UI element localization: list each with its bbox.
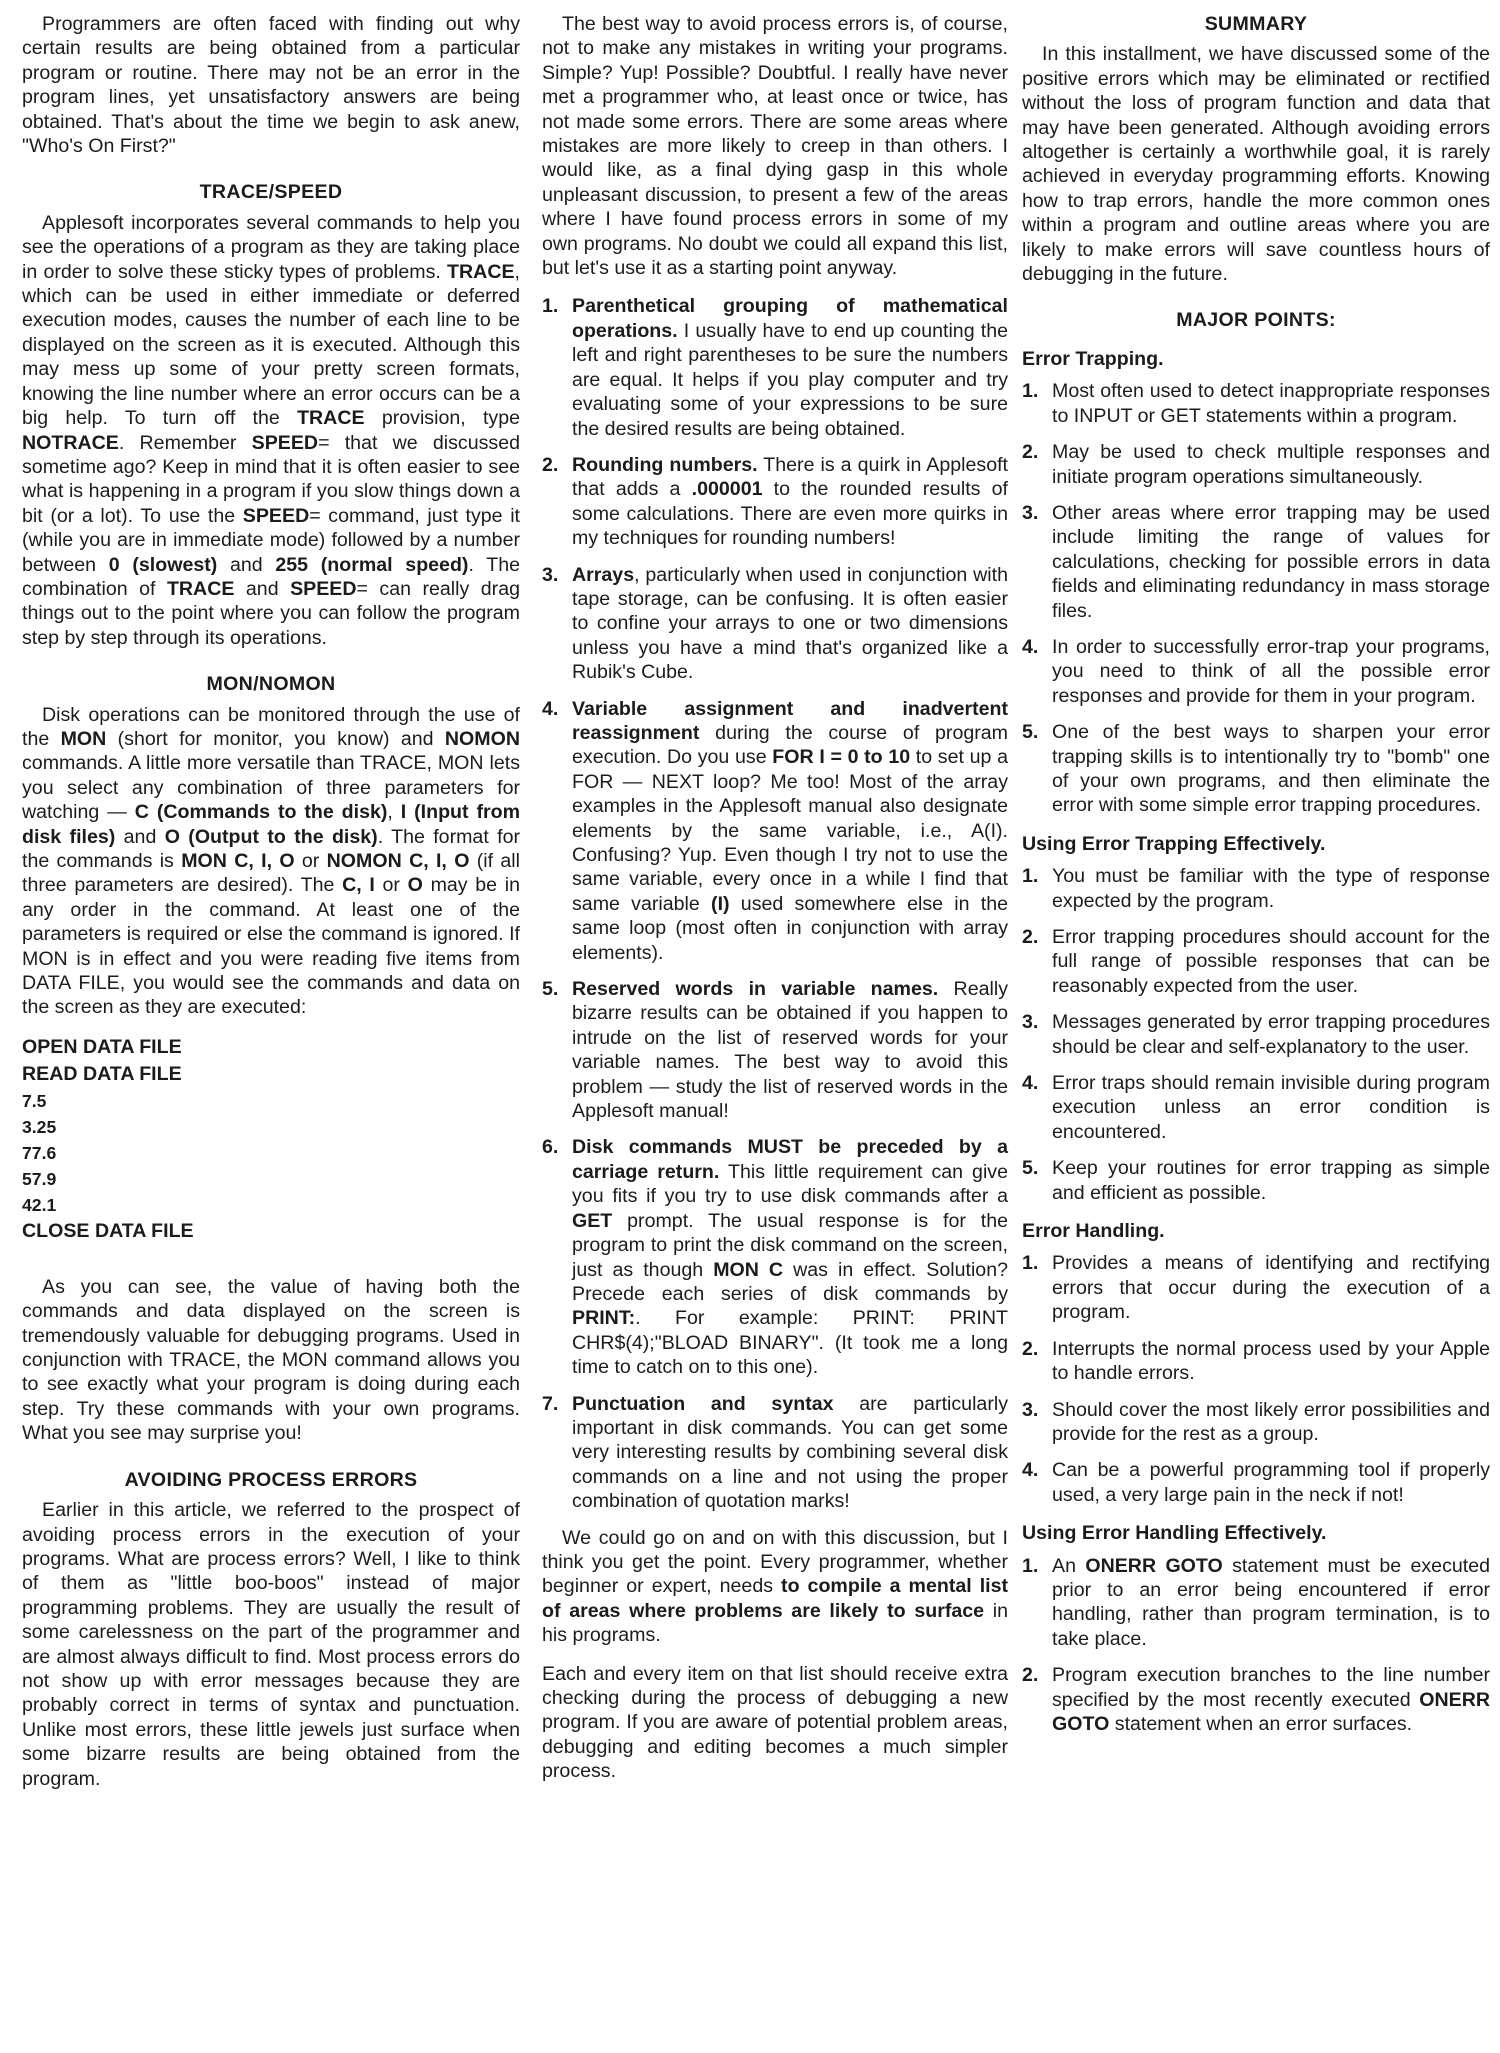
list-item: 2. Rounding numbers. There is a quirk in Applesoft that adds a .000001 to the rounded results of some calculations. There are even more quirks in my techniques for rounding numbers!	[542, 453, 1008, 550]
code-line: 7.5	[22, 1090, 47, 1111]
trace-speed-paragraph: Applesoft incorporates several commands to help you see the operations of a program as they are taking place in order to solve these sticky types of problems. TRACE, which can be used in either immediate or deferred execution modes, causes the number of each line to be displayed on the screen as it is executed. Although this may mess up some of your pretty screen formats, knowing the line number where an error occurs can be a big help. To turn off the TRACE provision, type NOTRACE. Remember SPEED= that we discussed sometime ago? Keep in mind that it is often easier to see what is happening in a program if you slow things down a bit (or a lot). To use the SPEED= command, just type it (while you are in immediate mode) followed by a number between 0 (slowest) and 255 (normal speed). The combination of TRACE and SPEED= can really drag things out to the point where you can follow the program step by step through its operations.	[22, 211, 521, 649]
each-item-paragraph: Each and every item on that list should receive extra checking during the process of debugging a new program. If you are aware of potential problem areas, debugging and editing becomes a much simpler process.	[542, 1662, 1008, 1783]
error-handling-list	[1022, 1251, 1490, 1507]
list-item: 2. Error trapping procedures should account for the full range of possible responses that can be reasonably expected from the user.	[1022, 926, 1490, 997]
list-item: 4. Variable assignment and inadvertent reassignment during the course of program execution. Do you use FOR I = 0 to 10 to set up a FOR — NEXT loop? Me too! Most of the array examples in the Applesoft manual also designate elements by the same variable, i.e., A(I). Confusing? Yup. Even though I try not to use the same variable, every once in a while I find that same variable (I) used somewhere else in the same loop (most often in conjunction with array elements).	[542, 697, 1009, 964]
code-line: 77.6	[22, 1142, 57, 1163]
list-item: 5. Keep your routines for error trapping as simple and efficient as possible.	[1022, 1157, 1490, 1204]
code-line: 57.9	[22, 1168, 57, 1189]
list-item: 7. Punctuation and syntax are particularly important in disk commands. You can get some very interesting results by combining several disk commands on a line and not using the proper combination of quotation marks!	[542, 1392, 1008, 1513]
code-line: OPEN DATA FILE	[22, 1035, 182, 1058]
mon-nomon-heading: MON/NOMON	[206, 673, 336, 696]
summary-paragraph: In this installment, we have discussed some of the positive errors which may be eliminated or rectified without the loss of program function and data that may have been generated. Although avoiding errors altogether is certainly a worthwhile goal, it is rarely achieved in everyday programming efforts. Knowing how to trap errors, handle the more common ones within a program and outline areas where you are likely to make errors will save countless hours of debugging in the future.	[1022, 43, 1490, 286]
section-heading-using-error-trapping: Using Error Trapping Effectively.	[1022, 832, 1326, 855]
intro-paragraph: Programmers are often faced with finding out why certain results are being obtained from a particular program or routine. There may not be an error in the program lines, yet unsatisfactory answers are being obtained. That's about the time we begin to ask anew, "Who's On First?"	[22, 13, 520, 158]
mon-output-listing	[22, 1034, 520, 1245]
list-item: 4. In order to successfully error-trap your programs, you need to think of all the possible error responses and provide for them in your program.	[1022, 635, 1490, 707]
go-on-paragraph: We could go on and on with this discussion, but I think you get the point. Every programmer, whether beginner or expert, needs to compile a mental list of areas where problems are likely to surface in his programs.	[542, 1526, 1009, 1647]
list-item: 1. Provides a means of identifying and rectifying errors that occur during the execution of a program.	[1022, 1252, 1490, 1324]
list-item: 5. One of the best ways to sharpen your error trapping skills is to intentionally try to "bomb" one of your own programs, and then eliminate the error with some simple error trapping procedures.	[1022, 721, 1490, 817]
code-line: READ DATA FILE	[22, 1062, 182, 1085]
column-left	[22, 12, 520, 1805]
code-line: 42.1	[22, 1194, 57, 1215]
list-item: 2. May be used to check multiple responses and initiate program operations simultaneously.	[1022, 441, 1490, 488]
list-item: 4. Can be a powerful programming tool if properly used, a very large pain in the neck if not!	[1022, 1459, 1490, 1506]
avoiding-process-errors-paragraph: Earlier in this article, we referred to the prospect of avoiding process errors in the execution of your programs. What are process errors? Well, I like to think of them as "little boo-boos" instead of major programming problems. They are usually the result of some carelessness on the part of the programmer and are almost always difficult to find. Most process errors do not show up with error messages because they are probably correct in terms of syntax and punctuation. Unlike most errors, these little jewels just surface when some bizarre results are being obtained from the program.	[22, 1499, 520, 1790]
list-item: 2. Interrupts the normal process used by your Apple to handle errors.	[1022, 1337, 1490, 1385]
after-code-paragraph: As you can see, the value of having both the commands and data displayed on the screen is tremendously valuable for debugging programs. Used in conjunction with TRACE, the MON command allows you to see exactly what your program is doing during each step. Try these commands with your own programs. What you see may surprise you!	[22, 1275, 520, 1445]
list-item: 3. Arrays, particularly when used in conjunction with tape storage, can be confusing. It is often easier to confine your arrays to one or two dimensions unless you have a mind that's organized like a Rubik's Cube.	[542, 563, 1008, 684]
avoiding-process-errors-heading: AVOIDING PROCESS ERRORS	[124, 1468, 418, 1491]
list-item: 6. Disk commands MUST be preceded by a carriage return. This little requirement can give you fits if you try to use disk commands after a GET prompt. The usual response is for the program to print the disk command on the screen, just as though MON C was in effect. Solution? Precede each series of disk commands by PRINT:. For example: PRINT: PRINT CHR$(4);"BLOAD BINARY". (It took me a long time to catch on to this one).	[542, 1136, 1009, 1379]
list-item: 1. Most often used to detect inappropriate responses to INPUT or GET statements within a program.	[1022, 380, 1490, 427]
section-heading-using-error-handling: Using Error Handling Effectively.	[1022, 1522, 1327, 1545]
major-points-heading: MAJOR POINTS:	[1176, 309, 1336, 332]
summary-heading: SUMMARY	[1204, 13, 1308, 35]
section-heading-error-trapping: Error Trapping.	[1022, 347, 1164, 370]
list-item: 3. Other areas where error trapping may be used include limiting the range of values for calculations, checking for possible errors in data fields and eliminating redundancy in mass storage files.	[1022, 501, 1490, 622]
list-item: 1. You must be familiar with the type of response expected by the program.	[1022, 865, 1490, 912]
list-item: 2. Program execution branches to the line number specified by the most recently executed ONERR GOTO statement when an error surfaces.	[1022, 1664, 1490, 1735]
code-line: 3.25	[22, 1116, 57, 1137]
trace-speed-heading: TRACE/SPEED	[199, 181, 343, 204]
column-middle	[542, 12, 1008, 1798]
mon-nomon-paragraph: Disk operations can be monitored through the use of the MON (short for monitor, you know) and NOMON commands. A little more versatile than TRACE, MON lets you select any combination of three parameters for watching — C (Commands to the disk), I (Input from disk files) and O (Output to the disk). The format for the commands is MON C, I, O or NOMON C, I, O (if all three parameters are desired). The C, I or O may be in any order in the command. At least one of the parameters is required or else the command is ignored. If MON is in effect and you were reading five items from DATA FILE, you would see the commands and data on the screen as they are executed:	[22, 703, 521, 1019]
error-trapping-list	[1022, 379, 1490, 818]
using-error-handling-list	[1022, 1554, 1490, 1737]
list-item: 1. An ONERR GOTO statement must be executed prior to an error being encountered if error handling, rather than program termination, is to take place.	[1022, 1554, 1490, 1650]
list-item: 3. Messages generated by error trapping procedures should be clear and self-explanatory to the user.	[1022, 1011, 1490, 1058]
list-item: 3. Should cover the most likely error possibilities and provide for the rest as a group.	[1022, 1398, 1490, 1445]
using-error-trapping-list	[1022, 864, 1490, 1205]
list-item: 5. Reserved words in variable names. Really bizarre results can be obtained if you happen to intrude on the list of reserved words for your variable names. The best way to avoid this problem — study the list of reserved words in the Applesoft manual!	[542, 978, 1008, 1123]
code-line: CLOSE DATA FILE	[22, 1219, 194, 1242]
section-heading-error-handling: Error Handling.	[1022, 1220, 1165, 1243]
list-item: 1. Parenthetical grouping of mathematical operations. I usually have to end up counting the left and right parentheses to be sure the numbers are equal. It helps if you play computer and try evaluating some of your expressions to be sure the desired results are being obtained.	[542, 295, 1008, 440]
column-right	[1022, 12, 1490, 1748]
list-item: 4. Error traps should remain invisible during program execution unless an error condition is encountered.	[1022, 1072, 1490, 1143]
best-way-paragraph: The best way to avoid process errors is, of course, not to make any mistakes in writing your programs. Simple? Yup! Possible? Doubtful. I really have never met a programmer who, at least once or twice, has not made some errors. There are some areas where mistakes are more likely to creep in than others. I would like, as a final dying gasp in this whole unpleasant discussion, to present a few of the areas where I have found process errors in some of my own programs. No doubt we could all expand this list, but let's use it as a starting point anyway.	[542, 13, 1008, 280]
process-errors-list	[542, 294, 1008, 1513]
